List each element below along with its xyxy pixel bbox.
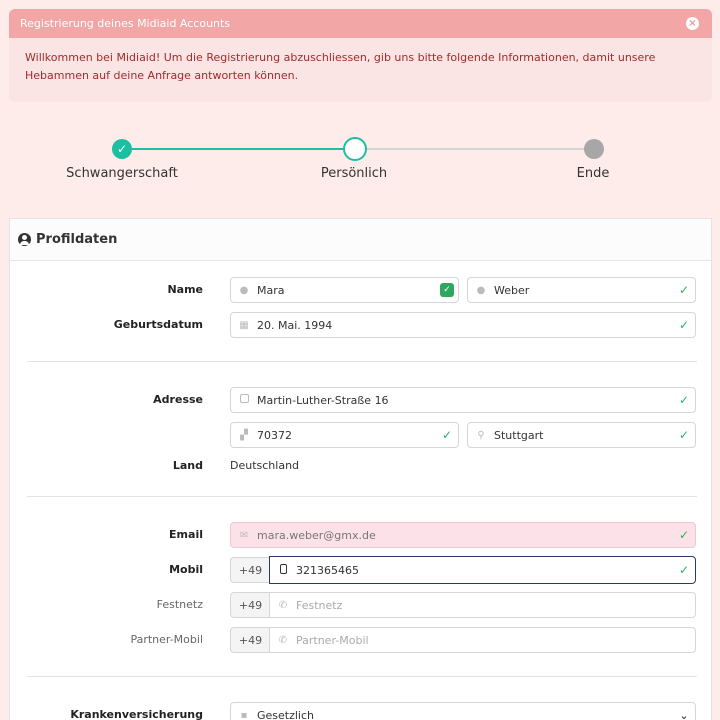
partner-mobile-placeholder: Partner-Mobil bbox=[296, 633, 369, 647]
calendar-icon: ▦ bbox=[239, 319, 249, 331]
street-field[interactable] bbox=[230, 387, 696, 413]
zip-value: 70372 bbox=[257, 428, 292, 442]
step-label-ende: Ende bbox=[576, 166, 610, 181]
mobile-label: Mobil bbox=[169, 563, 203, 576]
city-value: Stuttgart bbox=[494, 428, 544, 442]
envelope-icon: ✉ bbox=[239, 529, 249, 541]
name-label: Name bbox=[167, 283, 203, 296]
mobile-value: 321365465 bbox=[296, 563, 359, 577]
valid-check-icon: ✓ bbox=[678, 428, 690, 442]
section-divider bbox=[27, 676, 697, 677]
card-header bbox=[10, 219, 711, 261]
insurance-select[interactable] bbox=[230, 702, 696, 720]
city-field[interactable] bbox=[467, 422, 696, 448]
partner-mobile-label: Partner-Mobil bbox=[130, 633, 203, 646]
mobile-phone-icon bbox=[270, 564, 296, 577]
first-name-field[interactable] bbox=[230, 277, 459, 303]
step-current-node bbox=[343, 137, 367, 161]
map-area-icon: ▞ bbox=[240, 429, 248, 441]
user-circle-icon bbox=[18, 233, 31, 246]
stepper-line-pending bbox=[354, 148, 594, 150]
banner-title: Registrierung deines Midiaid Accounts bbox=[9, 9, 712, 38]
mobile-country-code[interactable]: +49 bbox=[230, 557, 270, 583]
stepper-line-done bbox=[122, 148, 354, 150]
landline-label: Festnetz bbox=[156, 598, 203, 611]
street-value: Martin-Luther-Straße 16 bbox=[257, 393, 389, 407]
landline-placeholder: Festnetz bbox=[296, 598, 343, 612]
chevron-down-icon: ⌄ bbox=[679, 708, 689, 720]
phone-handset-icon: ✆ bbox=[278, 599, 288, 611]
valid-check-icon: ✓ bbox=[678, 528, 690, 542]
email-value: mara.weber@gmx.de bbox=[257, 528, 376, 542]
zip-field[interactable] bbox=[230, 422, 459, 448]
section-divider bbox=[27, 361, 697, 362]
birthdate-label: Geburtsdatum bbox=[113, 318, 203, 331]
landline-input[interactable] bbox=[269, 592, 696, 618]
address-label: Adresse bbox=[153, 393, 203, 406]
autofill-badge-icon: ✓ bbox=[440, 283, 454, 297]
step-pending-node bbox=[584, 139, 604, 159]
email-field[interactable] bbox=[230, 522, 696, 548]
valid-check-icon: ✓ bbox=[678, 318, 690, 332]
valid-check-icon: ✓ bbox=[678, 393, 690, 407]
address-card-icon bbox=[231, 394, 257, 406]
step-done-check-icon: ✓ bbox=[112, 139, 132, 159]
valid-check-icon: ✓ bbox=[441, 428, 453, 442]
phone-handset-icon: ✆ bbox=[278, 634, 288, 646]
close-icon[interactable]: × bbox=[686, 17, 699, 30]
banner-message: Willkommen bei Midiaid! Um die Registrierung abzuschliessen, gib uns bitte folgende Informationen, damit unsere Hebammen auf deine Anfrage antworten können. bbox=[25, 51, 656, 82]
last-name-field[interactable] bbox=[467, 277, 696, 303]
valid-check-icon: ✓ bbox=[678, 283, 690, 297]
document-icon: ▪ bbox=[240, 709, 248, 720]
step-label-persoenlich[interactable]: Persönlich bbox=[320, 166, 388, 181]
partner-mobile-input[interactable] bbox=[269, 627, 696, 653]
email-label: Email bbox=[169, 528, 203, 541]
registration-stepper bbox=[0, 128, 720, 188]
country-label: Land bbox=[172, 459, 203, 472]
birthdate-field[interactable] bbox=[230, 312, 696, 338]
first-name-value: Mara bbox=[257, 283, 285, 297]
card-title: Profildaten bbox=[36, 232, 118, 247]
valid-check-icon: ✓ bbox=[678, 563, 690, 577]
user-icon: ● bbox=[476, 284, 486, 296]
step-label-schwangerschaft[interactable]: Schwangerschaft bbox=[66, 166, 178, 181]
last-name-value: Weber bbox=[494, 283, 530, 297]
partner-country-code[interactable]: +49 bbox=[230, 627, 270, 653]
landline-country-code[interactable]: +49 bbox=[230, 592, 270, 618]
registration-banner bbox=[9, 9, 712, 102]
section-divider bbox=[27, 496, 697, 497]
mobile-input[interactable] bbox=[269, 556, 696, 584]
profile-card bbox=[9, 218, 712, 720]
birthdate-value: 20. Mai. 1994 bbox=[257, 318, 333, 332]
country-value: Deutschland bbox=[230, 459, 300, 472]
insurance-value: Gesetzlich bbox=[257, 708, 315, 720]
user-icon: ● bbox=[239, 284, 249, 296]
insurance-label: Krankenversicherung bbox=[70, 708, 203, 720]
map-pin-icon: ⚲ bbox=[477, 429, 485, 441]
